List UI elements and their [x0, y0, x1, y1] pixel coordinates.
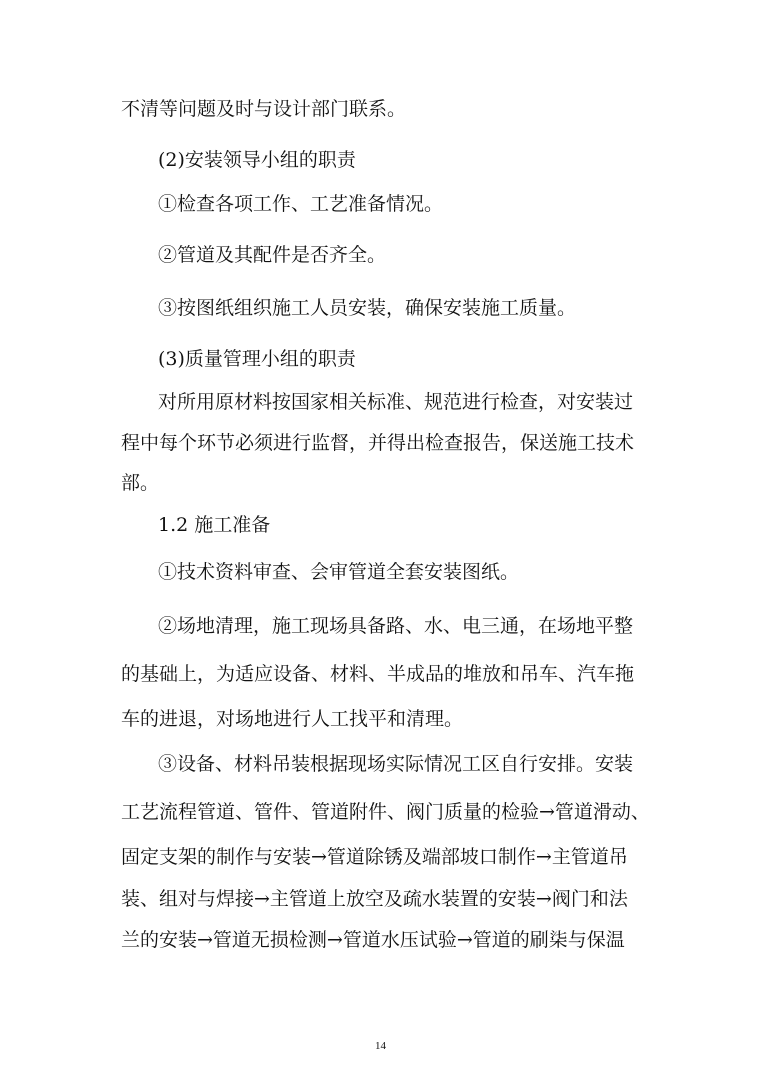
- list-item-6-line-3: 固定支架的制作与安装→管道除锈及端部坡口制作→主管道吊: [121, 846, 628, 868]
- page-number: 14: [375, 1040, 386, 1052]
- list-item-6-line-2: 工艺流程管道、管件、管道附件、阀门质量的检验→管道滑动、: [121, 801, 650, 823]
- list-item-6-line-1: ③设备、材料吊装根据现场实际情况工区自行安排。安装: [158, 753, 634, 775]
- text-line-1: 不清等问题及时与设计部门联系。: [121, 98, 407, 120]
- list-item-3: ③按图纸组织施工人员安装，确保安装施工质量。: [158, 297, 577, 319]
- list-item-6-line-4: 装、组对与焊接→主管道上放空及疏水装置的安装→阀门和法: [121, 888, 628, 910]
- list-item-1: ①检查各项工作、工艺准备情况。: [158, 193, 444, 215]
- list-item-5-line-3: 车的进退，对场地进行人工找平和清理。: [121, 708, 464, 730]
- list-item-2: ②管道及其配件是否齐全。: [158, 244, 387, 266]
- list-item-5-line-2: 的基础上，为适应设备、材料、半成品的堆放和吊车、汽车拖: [121, 663, 635, 685]
- subheading-installation-group: (2)安装领导小组的职责: [158, 149, 356, 171]
- paragraph-line-2: 程中每个环节必须进行监督，并得出检查报告，保送施工技术: [121, 432, 635, 454]
- list-item-4: ①技术资料审查、会审管道全套安装图纸。: [158, 561, 520, 583]
- subheading-quality-group: (3)质量管理小组的职责: [158, 348, 356, 370]
- paragraph-line-1: 对所用原材料按国家相关标准、规范进行检查，对安装过: [158, 391, 634, 413]
- list-item-5-line-1: ②场地清理，施工现场具备路、水、电三通，在场地平整: [158, 615, 634, 637]
- paragraph-line-3: 部。: [121, 472, 160, 494]
- list-item-6-line-5: 兰的安装→管道无损检测→管道水压试验→管道的刷柒与保温: [121, 929, 625, 951]
- section-heading: 1.2 施工准备: [158, 514, 271, 536]
